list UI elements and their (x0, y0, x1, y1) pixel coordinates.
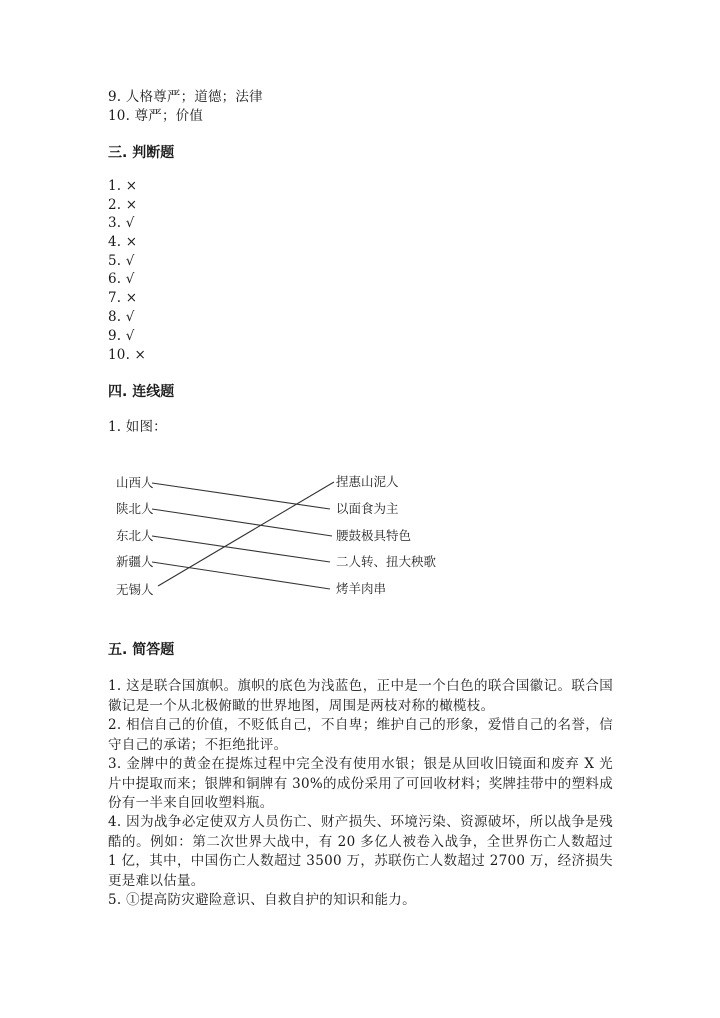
left-label-wuxi: 无锡人 (116, 582, 154, 597)
right-label-noodles: 以面食为主 (336, 501, 399, 516)
right-label-errenzhuan: 二人转、扭大秧歌 (336, 554, 437, 569)
right-label-waist-drum: 腰鼓极具特色 (336, 528, 412, 543)
matching-diagram (108, 466, 448, 606)
answer-fill-9: 9. 人格尊严；道德；法律 (108, 89, 263, 105)
left-label-xinjiang: 新疆人 (116, 554, 154, 569)
judgement-item-2: 2. × (108, 197, 138, 213)
judgement-item-5: 5. √ (108, 253, 135, 269)
judgement-item-4: 4. × (108, 234, 138, 250)
short-answer-3: 3. 金牌中的黄金在提炼过程中完全没有使用水银；银是从回收旧镜面和废弃 X 光片中提取而来；银牌和铜牌有 30%的成份采用了可回收材料；奖牌挂带中的塑料成份有一半来自回收塑料瓶。 (108, 756, 613, 811)
judgement-item-6: 6. √ (108, 271, 135, 287)
judgement-item-8: 8. √ (108, 309, 135, 325)
answer-fill-10: 10. 尊严；价值 (108, 108, 204, 124)
section-title-short-answer: 五. 简答题 (108, 642, 175, 658)
right-label-lamb-skewers: 烤羊肉串 (336, 581, 387, 596)
right-label-clay-figurine: 捏惠山泥人 (336, 474, 399, 489)
short-answer-1: 1. 这是联合国旗帜。旗帜的底色为浅蓝色，正中是一个白色的联合国徽记。联合国徽记是一个从北极俯瞰的世界地图，周围是两枝对称的橄榄枝。 (108, 678, 613, 714)
judgement-item-10: 10. × (108, 347, 147, 363)
left-label-shanxi: 山西人 (116, 475, 154, 490)
judgement-item-7: 7. × (108, 290, 138, 306)
left-label-shaanbei: 陕北人 (116, 501, 154, 516)
matching-item-1: 1. 如图： (108, 419, 167, 435)
short-answer-5: 5. ①提高防灾避险意识、自救自护的知识和能力。 (108, 892, 416, 908)
judgement-item-9: 9. √ (108, 328, 135, 344)
left-label-dongbei: 东北人 (116, 528, 154, 543)
section-title-matching: 四. 连线题 (108, 384, 175, 400)
judgement-item-3: 3. √ (108, 215, 135, 231)
short-answer-4: 4. 因为战争必定使双方人员伤亡、财产损失、环境污染、资源破坏，所以战争是残酷的。例如：第二次世界大战中，有 20 多亿人被卷入战争，全世界伤亡人数超过 1 亿，其中，中国伤亡人数超过 3500 万，苏联伤亡人数超过 2700 万，经济损失更是难以估量。 (108, 814, 613, 889)
judgement-item-1: 1. × (108, 178, 138, 194)
section-title-judgement: 三. 判断题 (108, 145, 175, 161)
short-answer-2: 2. 相信自己的价值，不贬低自己，不自卑；维护自己的形象，爱惜自己的名誉，信守自己的承诺；不拒绝批评。 (108, 717, 613, 753)
